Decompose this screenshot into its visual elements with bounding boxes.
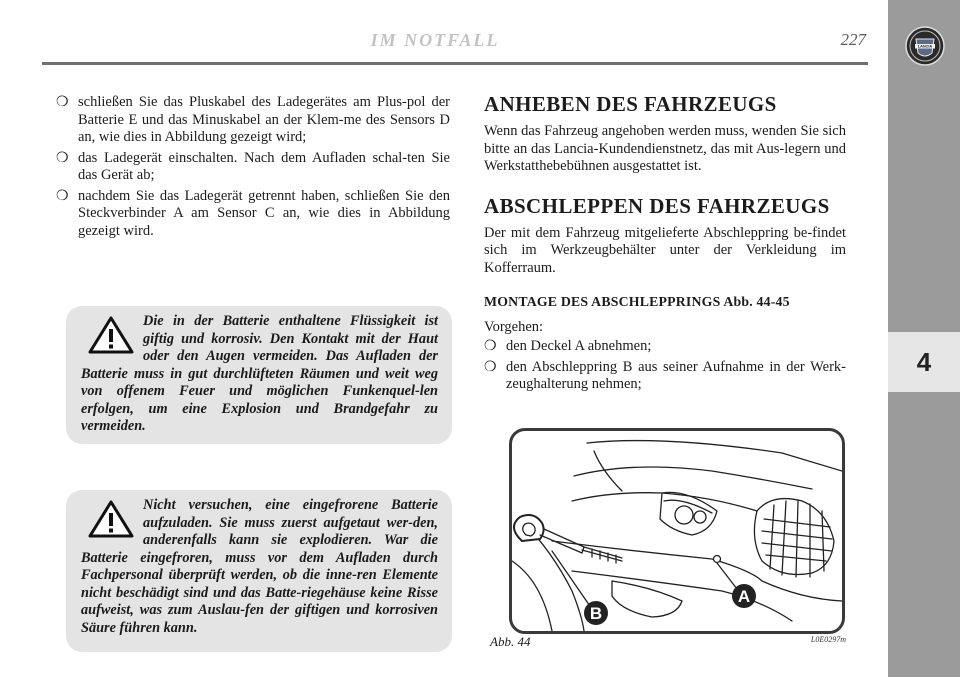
bullet-marker: ❍	[484, 339, 497, 354]
section-heading-lifting: ANHEBEN DES FAHRZEUGS	[484, 92, 777, 116]
bullet-marker: ❍	[56, 188, 69, 204]
callout-label-a: A	[737, 587, 751, 606]
car-front-illustration	[512, 431, 842, 631]
towing-steps-list	[484, 338, 846, 394]
list-item: ❍ den Abschleppring B aus seiner Aufnahme in der Werk-zeughalterung nehmen;	[484, 358, 846, 392]
list-item: ❍ das Ladegerät einschalten. Nach dem Aufladen schal-ten Sie das Gerät ab;	[56, 149, 450, 183]
callout-label-b: B	[589, 604, 603, 623]
figure-caption: Abb. 44	[490, 634, 531, 649]
warning-text: Nicht versuchen, eine eingefrorene Batterie aufzuladen. Sie muss zuerst aufgetaut wer-den, anderenfalls kann sie explodieren. War die Batterie eingefroren, muss vor dem Aufladen durch Fachpersonal überprüft werden, ob die inne-ren Elemente nicht beschädigt sind und das Batte-riegehäuse keine Risse aufweist, was zum Auslau-fen der giftigen und korrosiven Säure führen kann.	[81, 497, 438, 636]
left-column	[48, 94, 450, 243]
section-heading-towing: ABSCHLEPPEN DES FAHRZEUGS	[484, 193, 830, 218]
running-header: IM NOTFALL	[370, 30, 500, 50]
header-rule	[42, 62, 868, 65]
list-item: ❍ nachdem Sie das Ladegerät getrennt haben, schließen Sie den Steckverbinder A am Sensor C an, wie dies in Abbildung gezeigt wird.	[56, 187, 450, 239]
subsection-intro: Vorgehen:	[484, 318, 544, 335]
section-text-towing: Der mit dem Fahrzeug mitgelieferte Abschleppring be-findet sich im Werkzeugbehälter unter der Verkleidung im Kofferraum.	[484, 224, 846, 276]
figure-towing-eye	[509, 428, 845, 634]
section-text-lifting: Wenn das Fahrzeug angehoben werden muss, wenden Sie sich bitte an das Lancia-Kundendienstnetz, das mit Aus-legern und Werkstatthebebühnen ausgestattet ist.	[484, 123, 846, 174]
bullet-marker: ❍	[56, 150, 69, 166]
list-item: ❍ schließen Sie das Pluskabel des Ladegerätes am Plus-pol der Batterie E und das Minuskabel an der Klem-me des Sensors D an, wie dies in Abbildung gezeigt wird;	[56, 94, 450, 145]
logo-wordmark: LANCIA	[917, 44, 933, 49]
subsection-heading: MONTAGE DES ABSCHLEPPRINGS Abb. 44-45	[484, 294, 790, 309]
list-item: ❍ den Deckel A abnehmen;	[484, 338, 652, 354]
right-column	[484, 92, 846, 397]
bullet-marker: ❍	[484, 359, 497, 375]
chapter-tab: 4	[888, 332, 960, 392]
warning-triangle-icon	[87, 499, 135, 539]
charging-steps-list	[48, 94, 450, 240]
warning-box-frozen-battery	[66, 490, 452, 652]
lancia-logo-icon	[905, 26, 945, 66]
figure-code: L0E0297m	[810, 635, 846, 644]
warning-text: Die in der Batterie enthaltene Flüssigkeit ist giftig und korrosiv. Den Kontakt mit der Haut oder den Augen vermeiden. Das Aufladen der Batterie muss in gut durchlüfteten Räumen und weit weg von offenem Feuer und möglichen Funkenquel-len erfolgen, um eine Explosion und Brandgefahr zu vermeiden.	[81, 313, 438, 434]
warning-box-battery-acid	[66, 306, 452, 444]
bullet-marker: ❍	[56, 95, 69, 110]
warning-triangle-icon	[87, 315, 135, 355]
page-number: 227	[840, 30, 866, 49]
